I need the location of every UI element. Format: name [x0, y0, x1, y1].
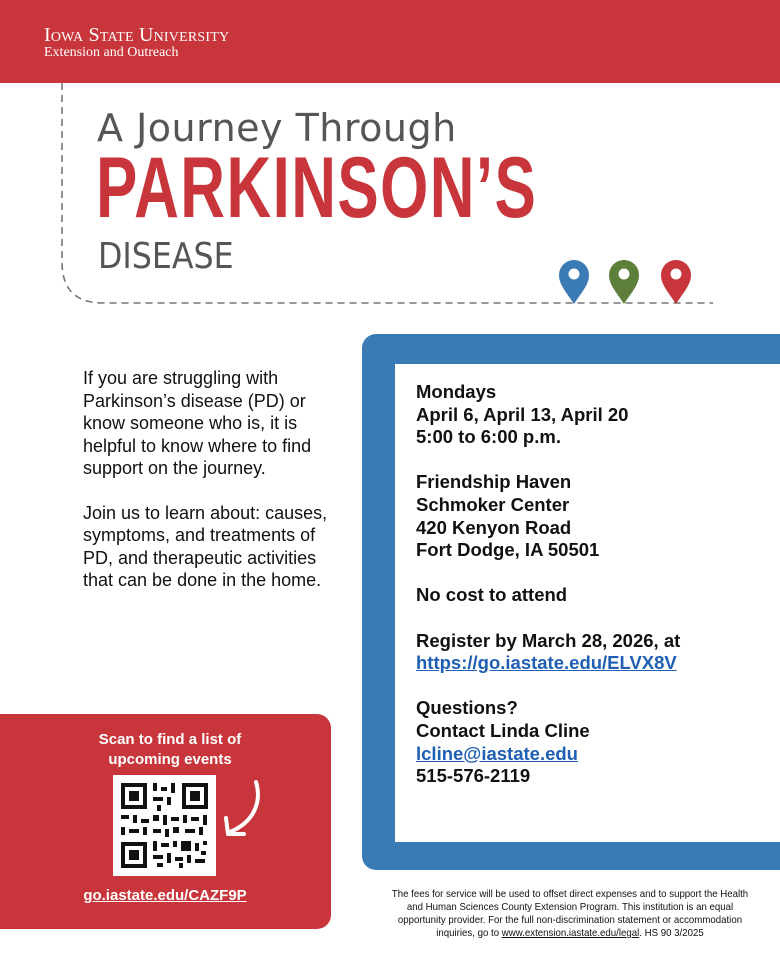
qr-code[interactable] — [113, 775, 216, 876]
red-pin-icon — [661, 260, 691, 304]
intro-text — [83, 367, 333, 614]
register-link[interactable]: https://go.iastate.edu/ELVX8V — [416, 652, 677, 674]
green-pin-icon — [609, 260, 639, 304]
contact-phone: 515-576-2119 — [416, 765, 531, 787]
footer-legal-link[interactable]: www.extension.iastate.edu/legal — [501, 927, 640, 939]
event-dates: April 6, April 13, April 20 — [416, 403, 629, 425]
intro-paragraph-2: Join us to learn about: causes, symptoms, and treatments of PD, and therapeutic activities that can be done in the home. — [83, 502, 328, 590]
qr-short-link[interactable]: go.iastate.edu/CAZF9P — [83, 887, 247, 904]
venue-name: Friendship Haven — [416, 471, 572, 493]
venue-address: 420 Kenyon Road — [416, 516, 572, 538]
map-pins — [555, 257, 705, 307]
contact-name: Contact Linda Cline — [416, 719, 590, 741]
event-details-text — [416, 381, 776, 810]
venue-center: Schmoker Center — [416, 493, 570, 515]
org-subtitle: Extension and Outreach — [44, 45, 179, 60]
event-time: 5:00 to 6:00 p.m. — [416, 426, 561, 448]
title-line-2: PARKINSON’S — [96, 140, 538, 236]
contact-email-link[interactable]: lcline@iastate.edu — [416, 742, 578, 764]
arrow-icon — [216, 776, 266, 846]
footer-disclaimer — [391, 888, 750, 940]
register-deadline: Register by March 28, 2026, at — [416, 629, 681, 651]
questions-label: Questions? — [416, 697, 518, 719]
qr-heading: Scan to find a list of upcoming events — [98, 731, 242, 768]
footer-text: The fees for service will be used to offset direct expenses and to support the Health and Human Sciences County Extension Program. This institution is an equal opportunity provider. For the full non-discrimination statement or accommodation inquiries, go to — [391, 888, 749, 939]
event-day: Mondays — [416, 381, 497, 402]
qr-code-image — [113, 775, 216, 876]
title-line-1: A Journey Through — [97, 106, 457, 150]
intro-paragraph-1: If you are struggling with Parkinson’s disease (PD) or know someone who is, it is helpful to know where to find support on the journey. — [83, 368, 312, 478]
blue-pin-icon — [559, 260, 589, 304]
cost-note: No cost to attend — [416, 584, 568, 606]
title-line-3: DISEASE — [98, 236, 234, 277]
venue-city: Fort Dodge, IA 50501 — [416, 539, 600, 561]
org-name-text: Iowa State University — [44, 24, 230, 46]
footer-suffix: . HS 90 3/2025 — [639, 927, 704, 939]
